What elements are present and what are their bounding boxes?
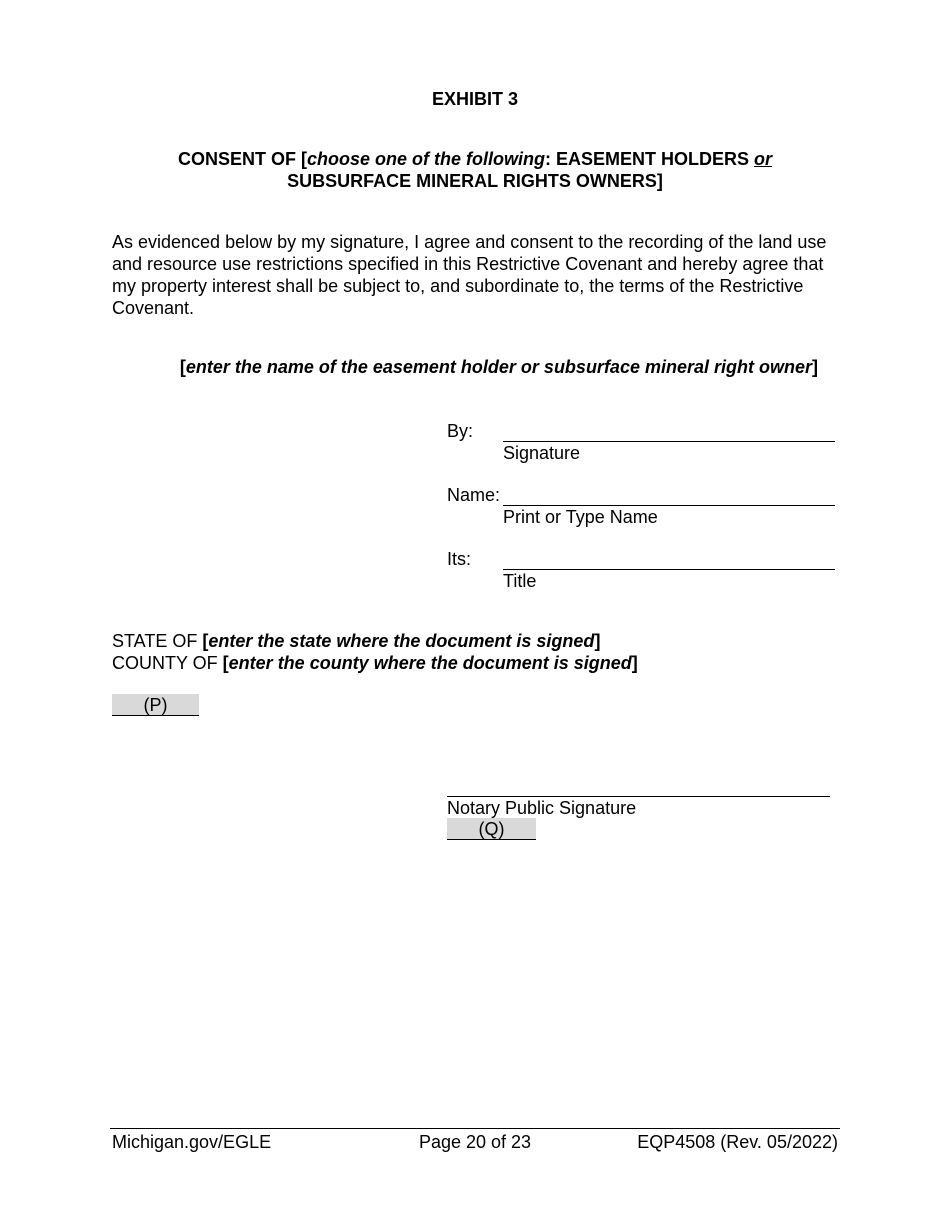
form-field-p[interactable]: (P) — [112, 694, 199, 716]
consent-paragraph: As evidenced below by my signature, I agree and consent to the recording of the land use and resource use restrictions specified in this Restrictive Covenant and hereby agree that my property interest shall be subject to, and subordinate to, the terms of the Restrictive Covenant. — [112, 232, 827, 318]
footer-divider — [110, 1128, 840, 1129]
consent-heading-middle: : EASEMENT HOLDERS — [544, 149, 754, 169]
consent-heading-instruction: choose one of the following — [306, 149, 545, 169]
footer-page-number: Page 20 of 23 — [418, 1132, 532, 1152]
county-instruction: enter the county where the document is signed — [228, 653, 632, 673]
signature-line[interactable] — [503, 420, 835, 442]
its-label: Its: — [447, 549, 472, 569]
title-caption: Title — [503, 571, 537, 591]
consent-heading-line2: SUBSURFACE MINERAL RIGHTS OWNERS] — [287, 171, 663, 191]
state-line — [112, 630, 638, 652]
print-name-caption: Print or Type Name — [503, 507, 658, 527]
consent-heading-line1 — [112, 148, 838, 170]
state-prefix: STATE OF — [112, 631, 203, 651]
county-line — [112, 652, 638, 674]
entity-open-bracket: [ — [179, 357, 186, 377]
venue-block — [112, 630, 638, 674]
entity-name-placeholder — [112, 356, 818, 378]
signature-caption: Signature — [503, 443, 581, 463]
footer-website: Michigan.gov/EGLE — [112, 1132, 272, 1152]
notary-signature-label: Notary Public Signature — [447, 798, 637, 818]
notary-signature-line[interactable] — [447, 775, 830, 797]
print-name-line[interactable] — [503, 484, 835, 506]
county-open-bracket: [ — [222, 653, 229, 673]
title-line[interactable] — [503, 548, 835, 570]
name-label: Name: — [447, 485, 501, 505]
entity-instruction: enter the name of the easement holder or subsurface mineral right owner — [185, 357, 812, 377]
state-instruction: enter the state where the document is signed — [208, 631, 595, 651]
state-open-bracket: [ — [202, 631, 209, 651]
consent-heading-prefix: CONSENT OF [ — [177, 149, 307, 169]
county-prefix: COUNTY OF — [112, 653, 223, 673]
footer-form-number: EQP4508 (Rev. 05/2022) — [637, 1132, 838, 1152]
exhibit-title: EXHIBIT 3 — [431, 89, 519, 109]
consent-heading — [112, 148, 838, 192]
by-label: By: — [447, 421, 474, 441]
form-field-q[interactable]: (Q) — [447, 818, 536, 840]
state-close-bracket: ] — [594, 631, 601, 651]
consent-heading-or: or — [754, 149, 772, 169]
county-close-bracket: ] — [631, 653, 638, 673]
entity-close-bracket: ] — [812, 357, 818, 377]
